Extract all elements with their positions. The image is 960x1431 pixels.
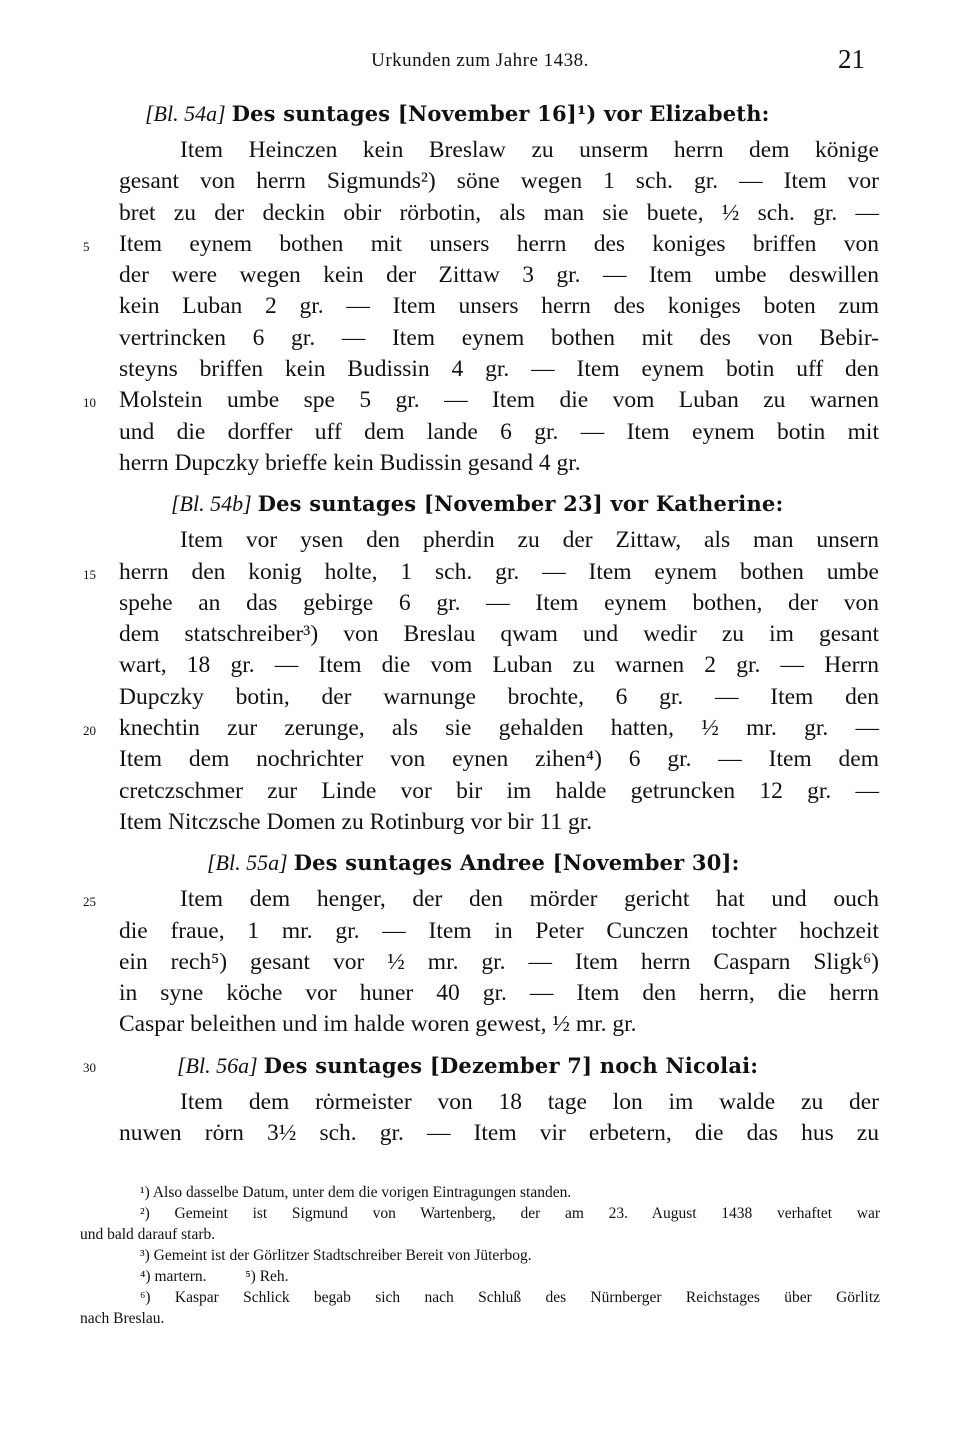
section-heading	[83, 1045, 879, 1087]
footnote: ⁶) Kaspar Schlick begab sich nach Schluß des Nürnberger Reichstages über Görlitz	[140, 1289, 880, 1306]
text-line: cretczschmer zur Linde vor bir im halde getruncken 12 gr. —	[119, 777, 879, 804]
folio-reference: [Bl. 54b]	[171, 491, 252, 517]
line-number: 10	[83, 395, 96, 411]
footnote: ¹) Also dasselbe Datum, unter dem die vorigen Eintragungen standen.	[140, 1184, 572, 1201]
text-line: der were wegen kein der Zittaw 3 gr. — Item umbe deswillen	[119, 262, 879, 289]
text-line: kein Luban 2 gr. — Item unsers herrn des koniges boten zum	[119, 293, 879, 320]
line-number: 5	[83, 238, 90, 254]
footnote: ³) Gemeint ist der Görlitzer Stadtschreiber Bereit von Jüterbog.	[140, 1247, 532, 1264]
running-title: Urkunden zum Jahre 1438.	[371, 50, 589, 71]
text-line: dem statschreiber³) von Breslau qwam und wedir zu im gesant	[119, 621, 879, 648]
page-number: 21	[838, 44, 865, 74]
page-header	[0, 44, 960, 74]
line-number: 25	[83, 894, 96, 910]
text-line: Item dem rȯrmeister von 18 tage lon im walde zu der	[180, 1088, 879, 1115]
text-line: die fraue, 1 mr. gr. — Item in Peter Cunczen tochter hochzeit	[119, 917, 879, 944]
line-number: 20	[83, 723, 96, 739]
text-line: steyns briffen kein Budissin 4 gr. — Item eynem botin uff den	[119, 356, 879, 383]
text-line: ein rech⁵) gesant vor ½ mr. gr. — Item herrn Casparn Sligk⁶)	[119, 948, 879, 975]
section-title: Des suntages [November 16]¹) vor Elizabeth:	[231, 101, 770, 126]
footnote: ⁴) martern. ⁵) Reh.	[140, 1268, 289, 1285]
line-number: 15	[83, 566, 96, 582]
text-line: Item dem nochrichter von eynen zihen⁴) 6 gr. — Item dem	[119, 746, 879, 773]
text-line: vertrincken 6 gr. — Item eynem bothen mit des von Bebir-	[119, 324, 879, 351]
line-number: 30	[83, 1059, 96, 1075]
text-line: Item Nitczsche Domen zu Rotinburg vor bir 11 gr.	[119, 808, 593, 835]
text-line: Caspar beleithen und im halde woren gewest, ½ mr. gr.	[119, 1011, 637, 1038]
text-line: und die dorffer uff dem lande 6 gr. — Item eynem botin mit	[119, 418, 879, 445]
folio-reference: [Bl. 56a]	[177, 1052, 258, 1078]
text-line: herrn Dupczky brieffe kein Budissin gesand 4 gr.	[119, 449, 581, 476]
text-line: nuwen rȯrn 3½ sch. gr. — Item vir erbetern, die das hus zu	[119, 1120, 879, 1147]
text-line: wart, 18 gr. — Item die vom Luban zu warnen 2 gr. — Herrn	[119, 652, 879, 679]
text-line: Dupczky botin, der warnunge brochte, 6 gr. — Item den	[119, 683, 879, 710]
text-line: 25 Item dem henger, der den mörder gericht hat und ouch	[119, 884, 879, 915]
section-heading	[119, 93, 879, 135]
footnotes	[80, 1182, 880, 1329]
text-line: 10 Molstein umbe spe 5 gr. — Item die vom Luban zu warnen	[119, 385, 879, 416]
text-line: Item vor ysen den pherdin zu der Zittaw, als man unsern	[180, 527, 879, 554]
section-heading	[119, 842, 879, 884]
footnote: ²) Gemeint ist Sigmund von Wartenberg, der am 23. August 1438 verhaftet war	[140, 1205, 880, 1222]
text-line: in syne köche vor huner 40 gr. — Item den herrn, die herrn	[119, 980, 879, 1007]
text-line: 20 knechtin zur zerunge, als sie gehalden hatten, ½ mr. gr. —	[119, 713, 879, 744]
text-line: bret zu der deckin obir rörbotin, als man sie buete, ½ sch. gr. —	[119, 199, 879, 226]
text-line: 5 Item eynem bothen mit unsers herrn des koniges briffen von	[119, 229, 879, 260]
section-heading	[119, 483, 879, 525]
text-line: Item Heinczen kein Breslaw zu unserm herrn dem könige	[180, 137, 879, 163]
folio-reference: [Bl. 55a]	[207, 850, 288, 876]
text-line: 15 herrn den konig holte, 1 sch. gr. — Item eynem bothen umbe	[119, 557, 879, 588]
text-line: gesant von herrn Sigmunds²) söne wegen 1 sch. gr. — Item vor	[119, 168, 879, 195]
folio-reference: [Bl. 54a]	[145, 101, 226, 126]
section-title: Des suntages [Dezember 7] noch Nicolai:	[263, 1052, 759, 1078]
text-line: spehe an das gebirge 6 gr. — Item eynem bothen, der von	[119, 589, 879, 616]
main-text	[83, 93, 879, 1149]
footnote-continuation: nach Breslau.	[80, 1310, 165, 1327]
footnote-continuation: und bald darauf starb.	[80, 1226, 216, 1243]
section-title: Des suntages [November 23] vor Katherine:	[257, 491, 784, 517]
section-title: Des suntages Andree [November 30]:	[293, 850, 740, 876]
